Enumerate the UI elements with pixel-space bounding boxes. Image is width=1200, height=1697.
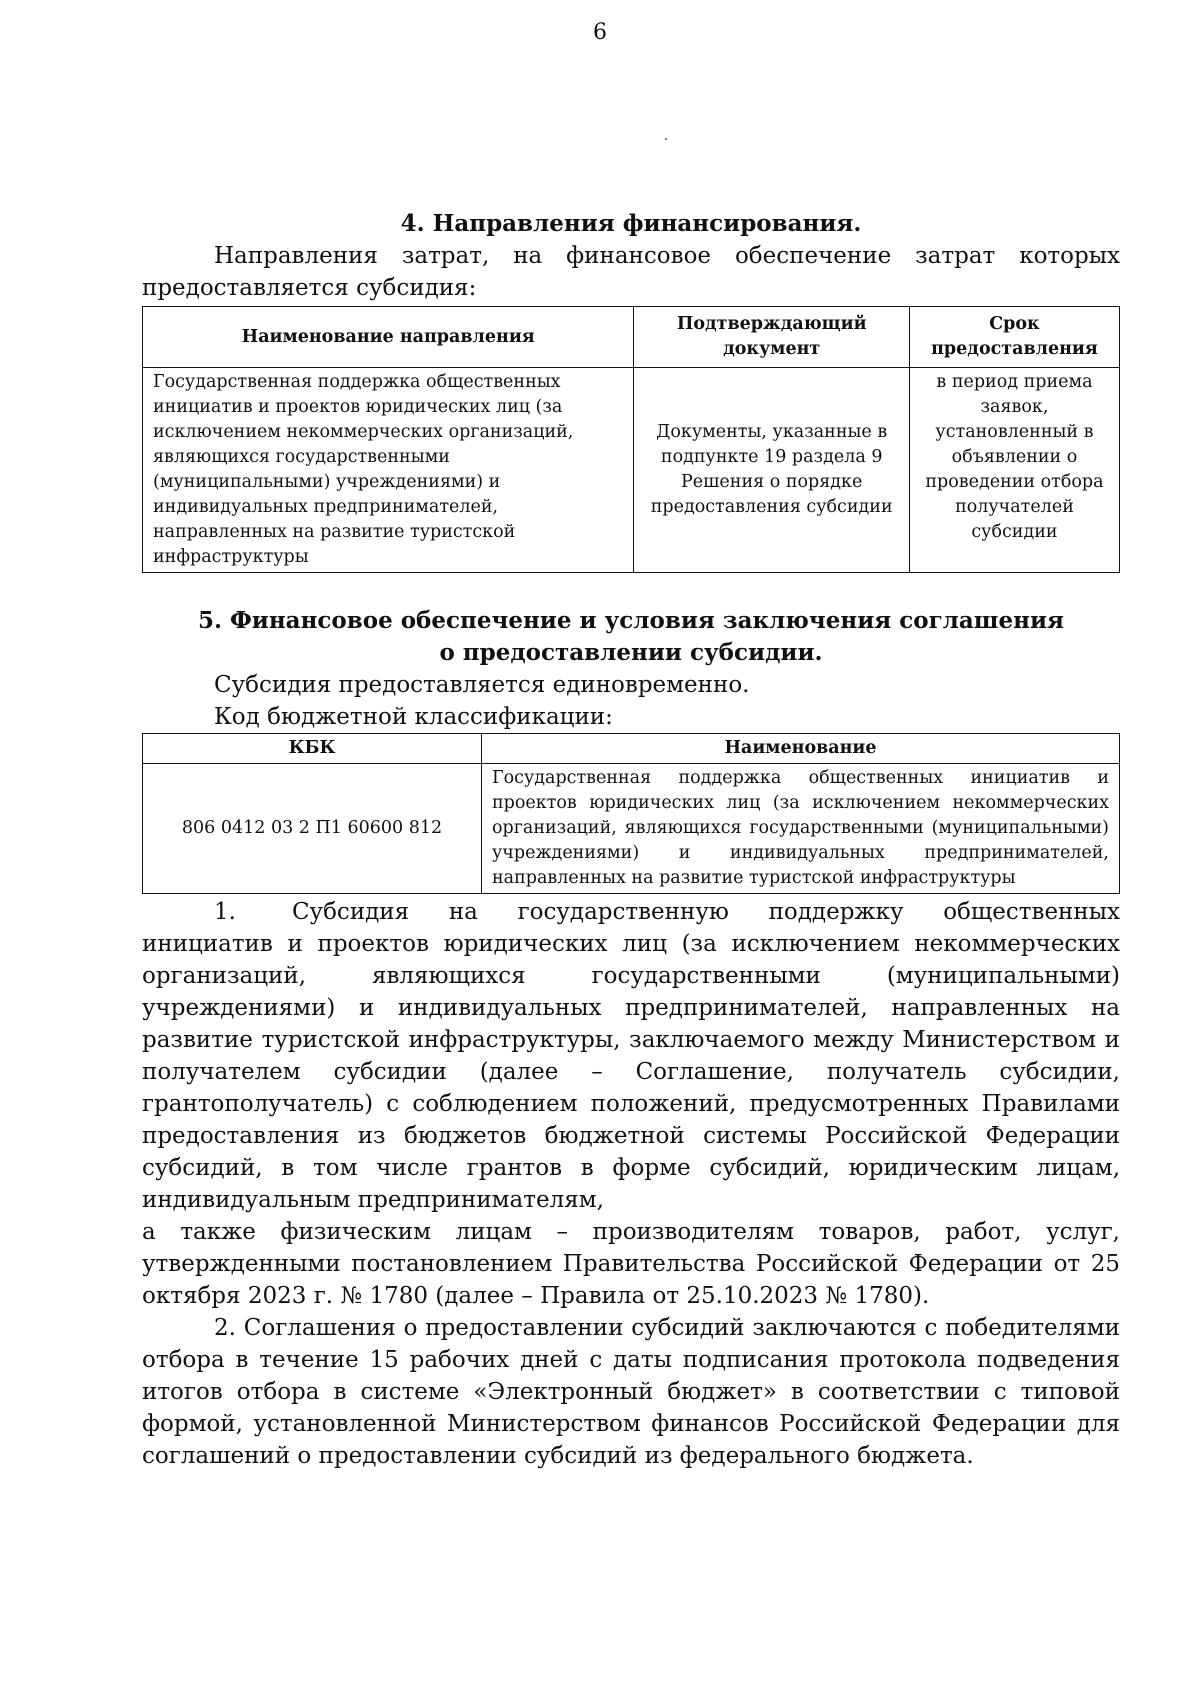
- scan-speck: [665, 138, 667, 140]
- budget-code-line: Код бюджетной классификации:: [214, 704, 613, 730]
- section-5-title-line2: о предоставлении субсидии.: [439, 639, 823, 666]
- cell-confirming-document: Документы, указанные в подпункте 19 раздела 9 Решения о порядке предоставления субсидии: [634, 368, 910, 573]
- cell-kbk-name: Государственная поддержка общественных инициатив и проектов юридических лиц (за исключением некоммерческих организаций, являющихся государственными (муниципальными) учреждениями) и индивидуальных предпринимателей, направленных на развитие туристской инфраструктуры: [482, 764, 1120, 894]
- item-1-number: 1.: [214, 899, 236, 925]
- cell-term: в период приема заявок, установленный в объявлении о проведении отбора получателей субсидии: [909, 368, 1119, 573]
- section-4-title: 4. Направления финансирования.: [400, 210, 862, 237]
- table-row: [143, 368, 1120, 573]
- cell-direction-name: Государственная поддержка общественных инициатив и проектов юридических лиц (за исключением некоммерческих организаций, являющихся государственными (муниципальными) учреждениями) и индивидуальных предпринимателей, направленных на развитие туристской инфраструктуры: [143, 368, 634, 573]
- section-5-title-line1: 5. Финансовое обеспечение и условия заключения соглашения: [197, 607, 1065, 634]
- item-2: 2. Соглашения о предоставлении субсидий заключаются с победителями отбора в течение 15 рабочих дней с даты подписания протокола подведения итогов отбора в системе «Электронный бюджет» в соответствии с типовой формой, установленной Министерством финансов Российской Федерации для соглашений о предоставлении субсидий из федерального бюджета.: [142, 1315, 1120, 1469]
- subsidy-once-line: Субсидия предоставляется единовременно.: [214, 672, 750, 698]
- header-term: Срок предоставления: [909, 307, 1119, 368]
- item-1: [142, 896, 1120, 1216]
- item-1-continuation: а также физическим лицам – производителям товаров, работ, услуг, утвержденными постановлением Правительства Российской Федерации от 25 октября 2023 г. № 1780 (далее – Правила от 25.10.2023 № 1780).: [142, 1219, 1120, 1309]
- funding-directions-table: [142, 306, 1120, 573]
- header-direction-name: Наименование направления: [143, 307, 634, 368]
- page-number: 6: [593, 20, 607, 45]
- section-4-intro-line2: предоставляется субсидия:: [142, 275, 477, 301]
- table-row: [143, 764, 1120, 894]
- budget-classification-table: [142, 733, 1120, 894]
- cell-kbk: 806 0412 03 2 П1 60600 812: [143, 764, 482, 894]
- header-kbk: КБК: [143, 734, 482, 764]
- item-1-text: Субсидия на государственную поддержку общественных инициатив и проектов юридических лиц (за исключением некоммерческих организаций, являющихся государственными (муниципальными) учреждениями) и индивидуальных предпринимателей, направленных на развитие туристской инфраструктуры, заключаемого между Министерством и получателем субсидии (далее – Соглашение, получатель субсидии, грантополучатель) с соблюдением положений, предусмотренных Правилами предоставления из бюджетов бюджетной системы Российской Федерации субсидий, в том числе грантов в форме субсидий, юридическим лицам, индивидуальным предпринимателям,: [142, 899, 1120, 1213]
- section-4-intro-line1: Направления затрат, на финансовое обеспечение затрат которых: [214, 243, 1120, 269]
- header-confirming-document: Подтверждающий документ: [634, 307, 910, 368]
- document-body: [142, 208, 1120, 1472]
- header-name: Наименование: [482, 734, 1120, 764]
